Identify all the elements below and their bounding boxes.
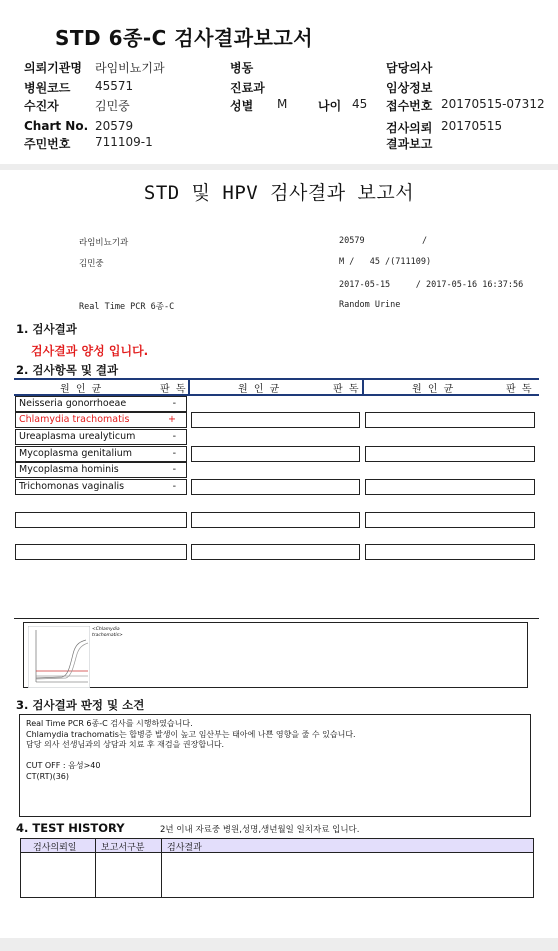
report-header [0, 0, 558, 164]
department-label: 진료과 [230, 81, 265, 95]
history-col-report-type: 보고서구분 [101, 843, 145, 853]
info-slash: / [422, 236, 428, 246]
hospital-code-label: 병원코드 [24, 81, 71, 95]
empty-result-cell [191, 412, 360, 428]
comment-line: Real Time PCR 6종-C 검사를 시행하였습니다. [26, 719, 193, 728]
pathogen-name: Chlamydia trachomatis [19, 414, 130, 425]
comment-line: 담당 의사 선생님과의 상담과 치료 후 재검을 권장합니다. [26, 740, 225, 749]
pathogen-row-empty [15, 544, 187, 560]
pathogen-name: Mycoplasma hominis [19, 464, 119, 475]
comment-line: CUT OFF : 음성>40 [26, 761, 101, 770]
pathogen-result: - [172, 398, 176, 409]
pathogen-result: - [172, 431, 176, 442]
empty-result-cell [191, 446, 360, 462]
pathogen-name: Trichomonas vaginalis [19, 481, 125, 492]
col-result-header: 판 독 [160, 384, 187, 395]
empty-result-cell [365, 479, 535, 495]
patient-value: 김민중 [95, 99, 130, 113]
col-pathogen-header: 원 인 균 [60, 384, 103, 395]
divider-line [14, 618, 539, 619]
sex-value: M [277, 97, 288, 111]
info-dates: 2017-05-15 / 2017-05-16 16:37:56 [339, 280, 524, 290]
comment-line: Chlamydia trachomatis는 합병증 발생이 높고 임산부는 태아에 나쁜 영향을 줄 수 있습니다. [26, 729, 356, 739]
pathogen-row [15, 429, 187, 445]
section1-title: 1. 검사결과 [16, 322, 77, 336]
col-pathogen-header: 원 인 균 [238, 384, 281, 395]
positive-result-text: 검사결과 양성 입니다. [31, 344, 149, 358]
info-specimen: Random Urine [339, 300, 401, 310]
patient-label: 수진자 [24, 99, 59, 113]
report-title: STD 및 HPV 검사결과 보고서 [143, 182, 415, 204]
resident-no-value: 711109-1 [95, 135, 153, 149]
pathogen-row [15, 479, 187, 495]
pathogen-result: + [168, 414, 176, 425]
receipt-no-label: 접수번호 [386, 99, 433, 113]
pathogen-name: Mycoplasma genitalium [19, 448, 133, 459]
pathogen-name: Ureaplasma urealyticum [19, 431, 136, 442]
info-patient: 김민중 [79, 259, 104, 269]
ward-label: 병동 [230, 61, 254, 75]
pathogen-row [15, 446, 187, 462]
info-institution: 라임비뇨기과 [79, 238, 129, 248]
info-sex-age: M / 45 /(711109) [339, 257, 432, 267]
resident-no-label: 주민번호 [24, 137, 71, 151]
pathogen-row-empty [15, 512, 187, 528]
empty-result-cell [365, 544, 535, 560]
request-date-value: 20170515 [441, 119, 503, 133]
doctor-label: 담당의사 [386, 61, 433, 75]
test-history-table [20, 838, 534, 898]
clinical-info-label: 임상정보 [386, 81, 433, 95]
history-note: 2년 이내 자료중 병원,성명,생년월일 일치자료 입니다. [160, 825, 360, 835]
pcr-amplification-graph [28, 626, 90, 688]
institution-label: 의뢰기관명 [24, 61, 82, 75]
pathogen-row [15, 462, 187, 478]
report-label: 결과보고 [386, 137, 433, 151]
sex-label: 성별 [230, 99, 254, 113]
info-chart-no: 20579 [339, 236, 365, 246]
comment-line-blank [26, 751, 524, 762]
empty-result-cell [365, 412, 535, 428]
pathogen-result: - [172, 481, 176, 492]
graph-legend: <Chlamydia trachomatis> [92, 627, 123, 638]
col-result-header: 판 독 [506, 384, 533, 395]
pathogen-name: Neisseria gonorrhoeae [19, 398, 127, 409]
pathogen-result: - [172, 448, 176, 459]
receipt-no-value: 20170515-07312 [441, 97, 545, 111]
table-col-divider [188, 379, 190, 394]
empty-result-cell [365, 512, 535, 528]
empty-result-cell [191, 544, 360, 560]
hospital-code-value: 45571 [95, 79, 134, 93]
empty-result-cell [365, 446, 535, 462]
pathogen-row [15, 396, 187, 412]
pathogen-result: - [172, 464, 176, 475]
request-date-label: 검사의뢰 [386, 121, 433, 135]
institution-value: 라임비뇨기과 [95, 61, 165, 75]
report-page [0, 170, 558, 938]
col-pathogen-header: 원 인 균 [412, 384, 455, 395]
info-test-name: Real Time PCR 6종-C [79, 302, 175, 312]
header-title: STD 6종-C 검사결과보고서 [55, 26, 314, 50]
section2-title: 2. 검사항목 및 결과 [16, 363, 119, 377]
section4-title: 4. TEST HISTORY [16, 821, 125, 835]
comment-line: CT(RT)(36) [26, 771, 69, 781]
table-col-divider [362, 379, 364, 394]
history-col-request-date: 검사의뢰일 [33, 843, 77, 853]
chart-no-value: 20579 [95, 119, 134, 133]
empty-result-cell [191, 479, 360, 495]
section3-title: 3. 검사결과 판정 및 소견 [16, 698, 145, 712]
pcr-graph-box [23, 622, 528, 688]
comment-box [19, 714, 531, 817]
history-col-result: 검사결과 [167, 843, 202, 853]
col-result-header: 판 독 [333, 384, 360, 395]
empty-result-cell [191, 512, 360, 528]
age-value: 45 [352, 97, 368, 111]
pathogen-row-positive [15, 412, 187, 428]
age-label: 나이 [318, 99, 342, 113]
chart-no-label: Chart No. [24, 119, 89, 133]
